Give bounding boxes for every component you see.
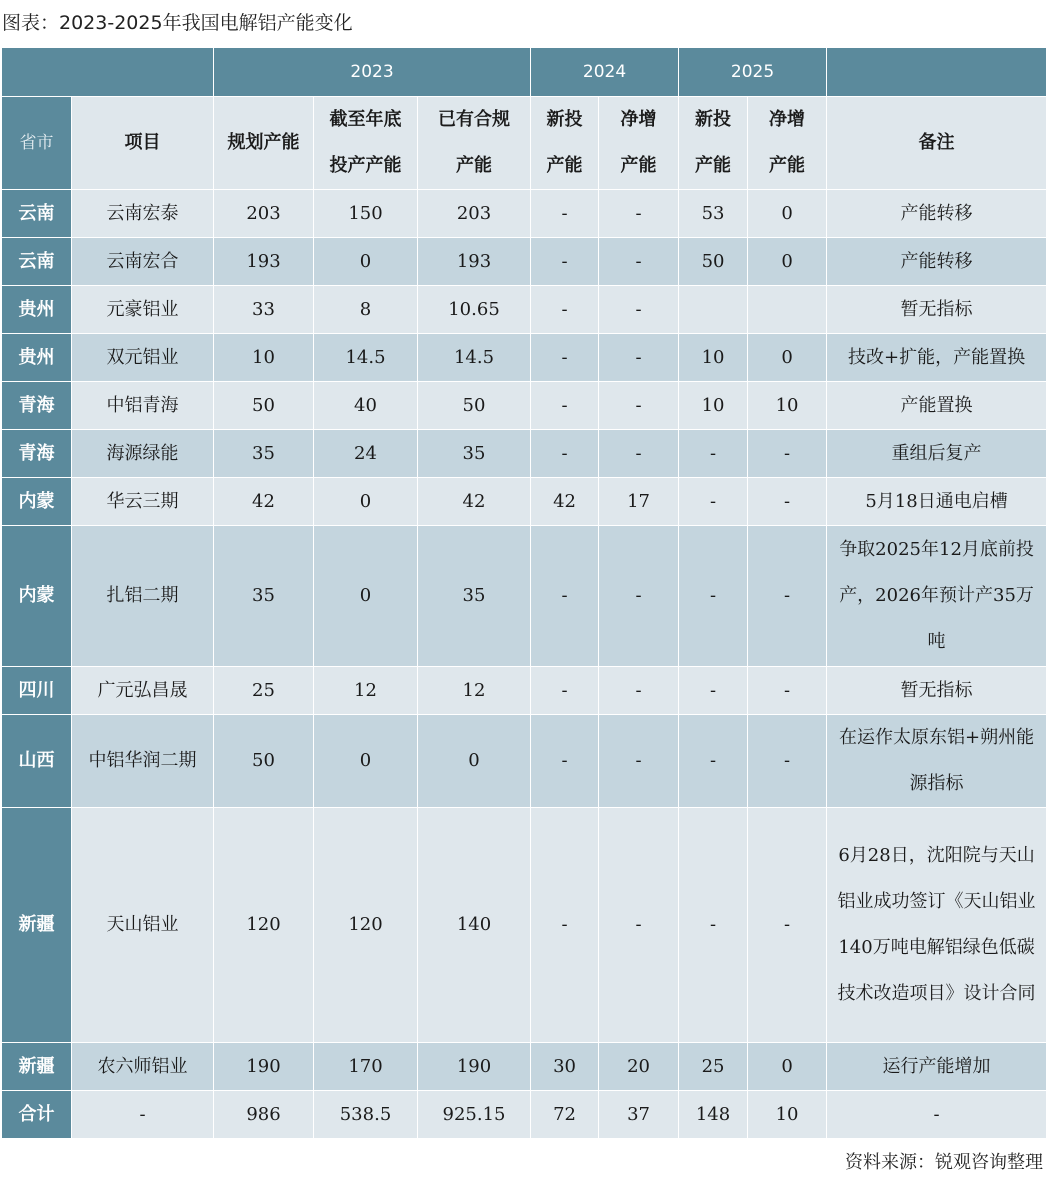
cell-new2025: - xyxy=(679,667,748,715)
year-blank xyxy=(2,48,214,97)
cell-project: 云南宏泰 xyxy=(72,190,214,238)
cell-project: 元豪铝业 xyxy=(72,286,214,334)
cell-province: 山西 xyxy=(2,715,72,808)
cell-project: 云南宏合 xyxy=(72,238,214,286)
cell-compliant: 203 xyxy=(418,190,531,238)
year-blank-note xyxy=(827,48,1047,97)
cell-project: - xyxy=(72,1091,214,1139)
header-compliant: 已有合规 产能 xyxy=(418,97,531,190)
header-invested: 截至年底 投产产能 xyxy=(314,97,418,190)
cell-province: 新疆 xyxy=(2,808,72,1043)
cell-planned: 35 xyxy=(214,430,314,478)
cell-compliant: 0 xyxy=(418,715,531,808)
table-row xyxy=(2,667,1047,715)
cell-new2025 xyxy=(679,286,748,334)
table-row xyxy=(2,238,1047,286)
cell-compliant: 50 xyxy=(418,382,531,430)
cell-note: 产能转移 xyxy=(827,190,1047,238)
cell-planned: 190 xyxy=(214,1043,314,1091)
cell-project: 扎铝二期 xyxy=(72,526,214,667)
cell-planned: 193 xyxy=(214,238,314,286)
cell-new2024: 42 xyxy=(531,478,599,526)
cell-new2025: 148 xyxy=(679,1091,748,1139)
cell-project: 华云三期 xyxy=(72,478,214,526)
cell-new2024: - xyxy=(531,667,599,715)
capacity-table xyxy=(1,47,1047,1139)
cell-invested: 150 xyxy=(314,190,418,238)
year-header-row xyxy=(2,48,1047,97)
cell-planned: 35 xyxy=(214,526,314,667)
cell-new2024: - xyxy=(531,808,599,1043)
cell-note: 重组后复产 xyxy=(827,430,1047,478)
cell-invested: 12 xyxy=(314,667,418,715)
cell-invested: 24 xyxy=(314,430,418,478)
cell-note: 运行产能增加 xyxy=(827,1043,1047,1091)
cell-compliant: 12 xyxy=(418,667,531,715)
column-header-row xyxy=(2,97,1047,190)
cell-planned: 25 xyxy=(214,667,314,715)
cell-province: 青海 xyxy=(2,430,72,478)
cell-province: 内蒙 xyxy=(2,526,72,667)
cell-net2024: - xyxy=(599,526,679,667)
cell-net2025: 0 xyxy=(748,190,827,238)
table-row xyxy=(2,478,1047,526)
cell-project: 中铝华润二期 xyxy=(72,715,214,808)
cell-net2025: 10 xyxy=(748,382,827,430)
cell-note: 暂无指标 xyxy=(827,286,1047,334)
cell-province: 云南 xyxy=(2,190,72,238)
cell-project: 中铝青海 xyxy=(72,382,214,430)
cell-invested: 0 xyxy=(314,715,418,808)
cell-planned: 50 xyxy=(214,715,314,808)
cell-province: 合计 xyxy=(2,1091,72,1139)
cell-net2025 xyxy=(748,286,827,334)
cell-net2025: - xyxy=(748,478,827,526)
cell-note: 产能转移 xyxy=(827,238,1047,286)
cell-new2025: 25 xyxy=(679,1043,748,1091)
cell-note: 6月28日，沈阳院与天山铝业成功签订《天山铝业140万吨电解铝绿色低碳技术改造项目》设计合同 xyxy=(827,808,1047,1043)
cell-net2024: - xyxy=(599,715,679,808)
cell-planned: 986 xyxy=(214,1091,314,1139)
cell-net2024: - xyxy=(599,190,679,238)
cell-new2025: - xyxy=(679,715,748,808)
cell-new2025: - xyxy=(679,526,748,667)
cell-province: 新疆 xyxy=(2,1043,72,1091)
year-2025: 2025 xyxy=(679,48,827,97)
header-net-2025: 净增 产能 xyxy=(748,97,827,190)
cell-net2024: 17 xyxy=(599,478,679,526)
header-net-2024: 净增 产能 xyxy=(599,97,679,190)
cell-invested: 0 xyxy=(314,478,418,526)
cell-planned: 50 xyxy=(214,382,314,430)
cell-new2024: - xyxy=(531,715,599,808)
year-2023: 2023 xyxy=(214,48,531,97)
cell-new2024: - xyxy=(531,190,599,238)
cell-note: 产能置换 xyxy=(827,382,1047,430)
cell-compliant: 193 xyxy=(418,238,531,286)
year-2024: 2024 xyxy=(531,48,679,97)
cell-net2024: 20 xyxy=(599,1043,679,1091)
cell-new2025: 50 xyxy=(679,238,748,286)
cell-invested: 0 xyxy=(314,526,418,667)
cell-net2024: - xyxy=(599,334,679,382)
cell-net2024: - xyxy=(599,808,679,1043)
cell-net2024: 37 xyxy=(599,1091,679,1139)
cell-new2025: - xyxy=(679,430,748,478)
cell-province: 四川 xyxy=(2,667,72,715)
header-new-2025: 新投 产能 xyxy=(679,97,748,190)
table-row xyxy=(2,430,1047,478)
cell-new2024: - xyxy=(531,238,599,286)
cell-invested: 0 xyxy=(314,238,418,286)
cell-invested: 40 xyxy=(314,382,418,430)
cell-project: 海源绿能 xyxy=(72,430,214,478)
cell-net2025: - xyxy=(748,808,827,1043)
cell-note: - xyxy=(827,1091,1047,1139)
cell-compliant: 10.65 xyxy=(418,286,531,334)
header-note: 备注 xyxy=(827,97,1047,190)
header-province: 省市 xyxy=(2,97,72,190)
header-project: 项目 xyxy=(72,97,214,190)
cell-new2025: - xyxy=(679,478,748,526)
cell-net2025: - xyxy=(748,430,827,478)
cell-new2024: - xyxy=(531,430,599,478)
cell-note: 5月18日通电启槽 xyxy=(827,478,1047,526)
cell-new2024: - xyxy=(531,382,599,430)
cell-compliant: 35 xyxy=(418,430,531,478)
cell-project: 广元弘昌晟 xyxy=(72,667,214,715)
cell-invested: 8 xyxy=(314,286,418,334)
cell-net2025: - xyxy=(748,526,827,667)
cell-new2024: - xyxy=(531,334,599,382)
cell-compliant: 190 xyxy=(418,1043,531,1091)
cell-note: 技改+扩能，产能置换 xyxy=(827,334,1047,382)
cell-invested: 14.5 xyxy=(314,334,418,382)
cell-new2024: 72 xyxy=(531,1091,599,1139)
cell-net2025: 10 xyxy=(748,1091,827,1139)
cell-planned: 203 xyxy=(214,190,314,238)
table-row xyxy=(2,286,1047,334)
cell-province: 内蒙 xyxy=(2,478,72,526)
cell-net2025: 0 xyxy=(748,238,827,286)
cell-new2025: 10 xyxy=(679,382,748,430)
cell-compliant: 140 xyxy=(418,808,531,1043)
cell-net2025: - xyxy=(748,667,827,715)
cell-compliant: 42 xyxy=(418,478,531,526)
cell-net2024: - xyxy=(599,382,679,430)
table-title: 图表：2023-2025年我国电解铝产能变化 xyxy=(2,12,353,34)
source-note: 资料来源：锐观咨询整理 xyxy=(845,1152,1043,1173)
table-row xyxy=(2,526,1047,667)
cell-compliant: 925.15 xyxy=(418,1091,531,1139)
cell-net2024: - xyxy=(599,286,679,334)
header-new-2024: 新投 产能 xyxy=(531,97,599,190)
cell-province: 云南 xyxy=(2,238,72,286)
cell-note: 争取2025年12月底前投产，2026年预计产35万吨 xyxy=(827,526,1047,667)
cell-project: 农六师铝业 xyxy=(72,1043,214,1091)
cell-net2024: - xyxy=(599,238,679,286)
cell-note: 在运作太原东铝+朔州能源指标 xyxy=(827,715,1047,808)
cell-net2025: - xyxy=(748,715,827,808)
cell-new2025: - xyxy=(679,808,748,1043)
cell-planned: 10 xyxy=(214,334,314,382)
table-row xyxy=(2,1091,1047,1139)
cell-invested: 538.5 xyxy=(314,1091,418,1139)
cell-invested: 120 xyxy=(314,808,418,1043)
table-row xyxy=(2,808,1047,1043)
cell-planned: 33 xyxy=(214,286,314,334)
table-row xyxy=(2,1043,1047,1091)
cell-province: 青海 xyxy=(2,382,72,430)
cell-new2024: - xyxy=(531,286,599,334)
cell-net2024: - xyxy=(599,667,679,715)
cell-net2025: 0 xyxy=(748,334,827,382)
cell-province: 贵州 xyxy=(2,286,72,334)
cell-province: 贵州 xyxy=(2,334,72,382)
cell-new2024: - xyxy=(531,526,599,667)
header-planned: 规划产能 xyxy=(214,97,314,190)
cell-invested: 170 xyxy=(314,1043,418,1091)
cell-new2025: 10 xyxy=(679,334,748,382)
table-row xyxy=(2,715,1047,808)
cell-net2024: - xyxy=(599,430,679,478)
cell-new2024: 30 xyxy=(531,1043,599,1091)
cell-compliant: 35 xyxy=(418,526,531,667)
cell-note: 暂无指标 xyxy=(827,667,1047,715)
cell-project: 双元铝业 xyxy=(72,334,214,382)
cell-planned: 42 xyxy=(214,478,314,526)
cell-project: 天山铝业 xyxy=(72,808,214,1043)
table-row xyxy=(2,190,1047,238)
cell-planned: 120 xyxy=(214,808,314,1043)
cell-new2025: 53 xyxy=(679,190,748,238)
cell-compliant: 14.5 xyxy=(418,334,531,382)
table-row xyxy=(2,334,1047,382)
cell-net2025: 0 xyxy=(748,1043,827,1091)
table-row xyxy=(2,382,1047,430)
